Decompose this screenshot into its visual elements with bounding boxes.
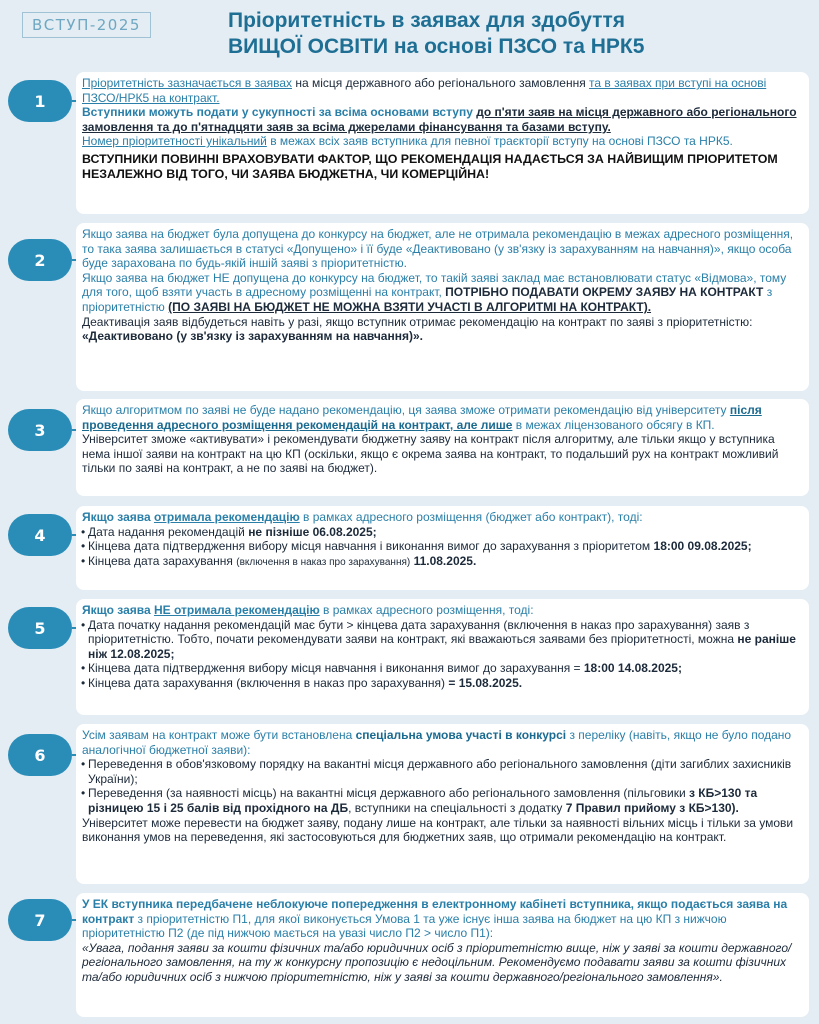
highlight-text: та в заявах при вступі на основі ПЗСО/НРК5 на контракт. xyxy=(82,76,767,105)
text: в рамках адресного розміщення, тоді: xyxy=(319,603,534,617)
text: в рамках адресного розміщення (бюджет або контракт), тоді: xyxy=(299,510,643,524)
bold-text: отримала рекомендацію xyxy=(153,510,300,524)
bold-text: НЕ отримала рекомендацію xyxy=(153,603,320,617)
section-number-badge: 7 xyxy=(8,899,72,941)
section-number-badge: 4 xyxy=(8,514,72,556)
paragraph: Університет зможе «активувати» і рекомендувати бюджетну заяву на контракт після алгоритму, але тільки якщо у вступника нема іншої заяви на контракт на цю КП (оскільки, якщо є окрема заява на контракт, то подальший рух на контракт можливий тільки по заяві на контракт, а не по заяві на бюджет). xyxy=(82,432,779,476)
section-content xyxy=(76,506,809,590)
section-number-badge: 6 xyxy=(8,734,72,776)
text: з пріоритетністю xyxy=(82,285,773,314)
paragraph xyxy=(82,603,801,618)
highlight-text: Номер пріоритетності унікальний xyxy=(82,134,267,149)
text: в межах всіх заяв вступника для певної траєкторії вступу на основі ПЗСО та НРК5. xyxy=(266,134,733,149)
list-item: • Переведення в обов'язковому порядку на вакантні місця державного або регіонального замовлення (діти загиблих захисників України); xyxy=(82,757,801,786)
text: (включення в наказ про зарахування) xyxy=(236,556,411,568)
text: Переведення (за наявності місць) на вакантні місця державного або регіонального замовлення (пільговики xyxy=(88,786,689,801)
section-number-badge: 3 xyxy=(8,409,72,451)
paragraph xyxy=(82,315,801,344)
bold-text: не раніше ніж 12.08.2025; xyxy=(88,632,796,661)
section-4 xyxy=(8,506,809,590)
section-1 xyxy=(8,72,809,214)
text: в межах ліцензованого обсягу в КП. xyxy=(512,417,715,432)
paragraph xyxy=(82,728,801,757)
bold-text: «Деактивовано (у зв'язку із зарахуванням на навчання)». xyxy=(82,329,423,344)
list-item xyxy=(82,676,801,691)
bold-text: спеціальна умова участі в конкурсі xyxy=(355,728,567,742)
text: Якщо заява xyxy=(82,510,154,524)
highlight-text: Пріоритетність зазначається в заявах xyxy=(82,76,293,90)
paragraph: Якщо заява на бюджет була допущена до конкурсу на бюджет, але не отримала рекомендацію в межах адресного розміщення, то така заява залишається в статусі «Допущено» і її буде «Деактивовано (у зв'язку із зарахуванням на навчання)», якщо особа буде зарахована по будь-якій іншій заяві з пріоритетністю. xyxy=(82,227,794,271)
section-content xyxy=(76,724,809,884)
paragraph: Університет може перевести на бюджет заяву, подану лише на контракт, але тільки за наявності вільних місць і тільки за умови виконання умов на переведення, які застосовуються для бюджетних заяв, що отримали рекомендацію на контракт. xyxy=(82,815,794,845)
list-item xyxy=(82,786,801,815)
paragraph xyxy=(82,105,801,134)
text: на місця державного або регіонального замовлення xyxy=(292,76,590,90)
warning-quote: «Увага, подання заяви за кошти фізичних та/або юридичних осіб з пріоритетністю вище, ніж у заяві за кошти державного/регіонального замовлення, на ту ж конкурсну пропозицію є недоцільним. Рекомендуємо подавати заяви за кошти фізичних та/або юридичних осіб з нижчою пріоритетністю, ніж у заяві за кошти державного/регіонального замовлення». xyxy=(82,940,792,984)
text: Кінцева дата підтвердження вибору місця навчання і виконання вимог до зарахування = xyxy=(88,661,584,676)
section-number-badge: 2 xyxy=(8,239,72,281)
section-number-badge: 1 xyxy=(8,80,72,122)
text: Кінцева дата підтвердження вибору місця навчання і виконання вимог до зарахування з пріоритетом xyxy=(88,539,654,554)
list-item xyxy=(82,661,801,676)
text: Якщо заява на бюджет НЕ допущена до конкурсу на бюджет, то такій заяві заклад має встановлювати статус «Відмова», тому для того, щоб взяти участь в адресному розміщенні на контракт, xyxy=(82,270,787,300)
list-item xyxy=(82,539,801,554)
paragraph xyxy=(82,271,801,315)
bold-text: не пізніше 06.08.2025; xyxy=(248,524,377,539)
section-7 xyxy=(8,893,809,1017)
text: з пріоритетністю П1, для якої виконується Умова 1 та уже існує інша заява на бюджет на цю КП з нижчою пріоритетністю П2 (де під нижчою мається на увазі число П2 > число П1): xyxy=(82,911,727,941)
text: Усім заявам на контракт може бути встановлена xyxy=(82,728,356,742)
section-2 xyxy=(8,223,809,391)
bold-text: (ПО ЗАЯВІ НА БЮДЖЕТ НЕ МОЖНА ВЗЯТИ УЧАСТІ В АЛГОРИТМІ НА КОНТРАКТ). xyxy=(168,299,652,314)
text: Якщо заява xyxy=(82,603,154,617)
paragraph xyxy=(82,76,801,105)
list-item xyxy=(82,525,801,540)
bold-text: ПОТРІБНО ПОДАВАТИ ОКРЕМУ ЗАЯВУ НА КОНТРАКТ xyxy=(445,285,764,300)
section-number-badge: 5 xyxy=(8,607,72,649)
bold-text: 18:00 09.08.2025; xyxy=(653,539,752,554)
section-content xyxy=(76,399,809,496)
paragraph xyxy=(82,897,801,941)
list-item xyxy=(82,554,801,571)
section-content xyxy=(76,223,809,391)
text: Кінцева дата зарахування (включення в наказ про зарахування) xyxy=(88,675,449,690)
text: з переліку (навіть, якщо не було подано аналогічної бюджетної заяви): xyxy=(82,728,792,757)
paragraph xyxy=(82,134,801,149)
text: Якщо алгоритмом по заяві не буде надано рекомендацію, ця заява зможе отримати рекомендацію від університету xyxy=(82,403,730,417)
section-3 xyxy=(8,399,809,496)
text: , вступники на спеціальності з додатку xyxy=(348,800,566,815)
section-content xyxy=(76,599,809,715)
campaign-tag: ВСТУП-2025 xyxy=(22,12,151,38)
bold-text: 18:00 14.08.2025; xyxy=(583,661,682,676)
section-6 xyxy=(8,724,809,884)
section-5 xyxy=(8,599,809,715)
bold-text: 11.08.2025. xyxy=(410,553,477,568)
paragraph xyxy=(82,403,801,432)
paragraph xyxy=(82,510,801,525)
text: Кінцева дата зарахування xyxy=(88,553,237,568)
bold-text: У ЕК вступника передбачене неблокуюче попередження в електронному кабінеті вступника, якщо подається заява на контракт xyxy=(82,897,788,926)
bold-text: з КБ>130 та різницею 15 і 25 балів від прохідного на ДБ xyxy=(88,786,758,815)
page-title-line-1: Пріоритетність в заявах для здобуття xyxy=(228,9,625,32)
bold-text: 7 Правил прийому з КБ>130). xyxy=(565,800,739,815)
list-item xyxy=(82,618,801,662)
warning-text: ВСТУПНИКИ ПОВИННІ ВРАХОВУВАТИ ФАКТОР, ЩО РЕКОМЕНДАЦІЯ НАДАЄТЬСЯ ЗА НАЙВИЩИМ ПРІОРИТЕТОМ НЕЗАЛЕЖНО ВІД ТОГО, ЧИ ЗАЯВА БЮДЖЕТНА, ЧИ КОМЕРЦІЙНА! xyxy=(82,151,778,182)
page-header xyxy=(0,0,819,72)
bold-text: до п'яти заяв на місця державного або регіонального замовлення та до п'ятнадцяти заяв за всіма джерелами фінансування та базами вступу. xyxy=(82,105,797,134)
bold-text: = 15.08.2025. xyxy=(448,675,523,690)
highlight-text: Вступники можуть подати у сукупності за всіма основами вступу xyxy=(82,105,477,120)
page-title xyxy=(228,8,644,60)
page-title-line-2: ВИЩОЇ ОСВІТИ на основі ПЗСО та НРК5 xyxy=(228,35,645,58)
section-content xyxy=(76,893,809,1017)
text: Деактивація заяв відбудеться навіть у разі, якщо вступник отримає рекомендацію на контракт по заяві з пріоритетністю: xyxy=(82,314,753,329)
text: Дата початку надання рекомендацій має бути > кінцева дата зарахування (включення в наказ про зарахування) заяв з пріоритетністю. Тобто, почати рекомендувати заяви на контракт, які вважаються заявами без пріоритетності, можна xyxy=(88,617,750,647)
section-content xyxy=(76,72,809,214)
bold-text: після проведення адресного розміщення рекомендацій на контракт, але лише xyxy=(82,403,762,432)
text: Дата надання рекомендацій xyxy=(88,524,249,539)
